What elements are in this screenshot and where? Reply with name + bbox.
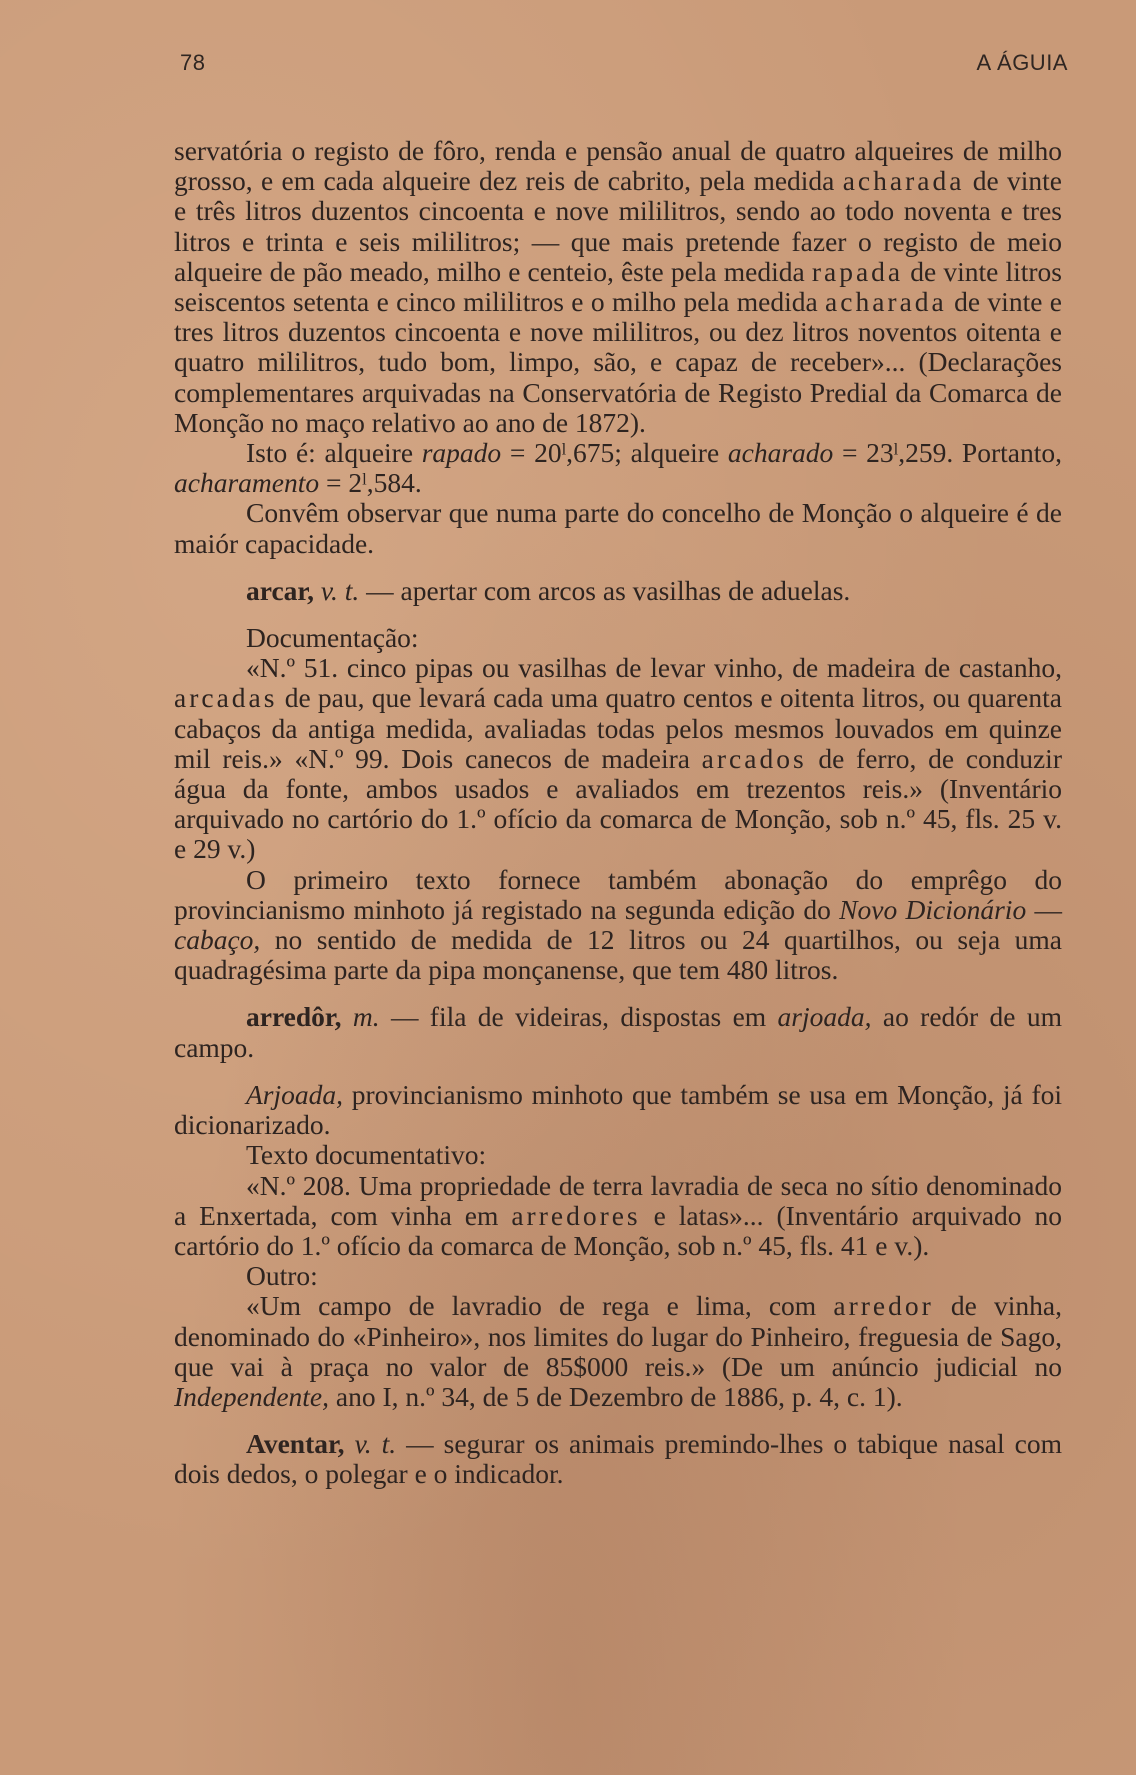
text-run: cabaço, xyxy=(174,924,261,956)
text-run: — segurar os animais premindo-lhes o tabique nasal com dois dedos, o polegar e o indicador. xyxy=(174,1428,1062,1490)
paragraph xyxy=(174,136,1062,438)
paragraph xyxy=(174,1002,1062,1062)
text-run: Outro: xyxy=(246,1260,318,1292)
text-run: de vinte e tres litros duzentos cincoenta e nove mililitros, ou dez litros noventos oitenta e quatro mililitros, tudo bom, limpo, são, e capaz de receber»... (Declarações complementares arquivadas na Conservatória de Registo Predial da Comarca de Monção no maço relativo ao ano de 1872). xyxy=(174,286,1062,438)
text-run: acharada xyxy=(825,286,947,318)
text-run: Convêm observar que numa parte do concelho de Monção o alqueire é de maiór capacidade. xyxy=(174,497,1062,559)
text-run: = 20ˡ,675; alqueire xyxy=(501,437,728,469)
text-run: arredores xyxy=(511,1199,641,1231)
page-number: 78 xyxy=(180,50,206,75)
paragraph xyxy=(174,1261,1062,1291)
text-run: de ferro, de conduzir água da fonte, ambos usados e avaliados em trezentos reis.» (Inventário arquivado no cartório do 1.º ofício da comarca de Monção, sob n.º 45, fls. 25 v. e 29 v.) xyxy=(174,742,1062,865)
text-run: acharamento xyxy=(174,467,320,499)
text-run: m. xyxy=(352,1001,380,1033)
text-run: Documentação: xyxy=(246,622,419,654)
text-run: «N.º 51. cinco pipas ou vasilhas de levar vinho, de madeira de castanho, xyxy=(246,652,1062,684)
text-run xyxy=(345,1428,355,1459)
text-run: v. t. xyxy=(354,1428,397,1460)
paragraph xyxy=(174,438,1062,498)
text-run: no sentido de medida de 12 litros ou 24 quartilhos, ou seja uma quadragésima parte da pipa monçanense, que tem 480 litros. xyxy=(174,924,1062,986)
text-run xyxy=(341,1001,352,1032)
text-run: Independente, xyxy=(174,1380,329,1412)
text-run: = 23ˡ,259. Portanto, xyxy=(833,437,1062,469)
text-run: de vinte e três litros duzentos cincoenta e nove mililitros, sendo ao todo noventa e tres litros e trinta e seis mililitros; — que mais pretende fazer o registo de meio alqueire de pão meado, milho e centeio, êste pela medida xyxy=(174,165,1062,287)
text-run: Aventar, xyxy=(246,1428,345,1460)
text-run: — xyxy=(1026,893,1063,925)
text-run: — apertar com arcos as vasilhas de aduelas. xyxy=(359,574,851,606)
text-run: «Um campo de lavradio de rega e lima, com xyxy=(246,1290,834,1322)
paragraph xyxy=(174,1291,1062,1412)
text-run: Isto é: alqueire xyxy=(246,437,422,469)
text-run: Texto documentativo: xyxy=(246,1139,487,1171)
text-run: arredor xyxy=(833,1290,934,1322)
text-run: O primeiro texto fornece também abonação do emprêgo do provincianismo minhoto já registado na segunda edição do xyxy=(174,863,1062,925)
text-run: ao redór de um campo. xyxy=(174,1001,1063,1063)
running-title: A ÁGUIA xyxy=(976,50,1068,75)
paragraph xyxy=(174,1429,1062,1489)
running-header xyxy=(180,50,1068,76)
text-run: Novo Dicionário xyxy=(839,893,1027,925)
text-run: arcar, xyxy=(246,574,314,606)
text-run: — fila de videiras, dispostas em xyxy=(379,1001,778,1033)
paragraph xyxy=(174,623,1062,653)
text-run: arcadas xyxy=(174,682,278,714)
text-run: acharado xyxy=(727,437,834,469)
text-run: rapada xyxy=(811,255,904,287)
text-run: ano I, n.º 34, de 5 de Dezembro de 1886, p. 4, c. 1). xyxy=(329,1380,903,1412)
text-run: servatória o registo de fôro, renda e pensão anual de quatro alqueires de milho grosso, e em cada alqueire dez reis de cabrito, pela medida xyxy=(174,135,1062,197)
text-run: «N.º 208. Uma propriedade de terra lavradia de seca no sítio denominado a Enxertada, com vinha em xyxy=(174,1169,1062,1231)
paragraph xyxy=(174,576,1062,606)
paragraph xyxy=(174,1140,1062,1170)
text-run: arjoada, xyxy=(777,1001,872,1033)
text-run: de vinha, denominado do «Pinheiro», nos limites do lugar do Pinheiro, freguesia de Sago, que vai à praça no valor de 85$000 reis.» (De um anúncio judicial no xyxy=(174,1290,1062,1382)
text-run: acharada xyxy=(842,165,965,197)
text-run: Arjoada, xyxy=(246,1078,344,1110)
text-run: provincianismo minhoto que também se usa em Monção, já foi dicionarizado. xyxy=(174,1078,1062,1141)
text-run: arredôr, xyxy=(246,1001,342,1033)
paragraph xyxy=(174,653,1062,864)
text-run: = 2ˡ,584. xyxy=(319,467,422,499)
body-text xyxy=(174,136,1062,1490)
paragraph xyxy=(174,865,1062,986)
text-run: de vinte litros seiscentos setenta e cinco mililitros e o milho pela medida xyxy=(174,255,1062,318)
paragraph xyxy=(174,498,1062,558)
text-run: v. t. xyxy=(320,574,360,606)
text-run: rapado xyxy=(421,437,502,469)
text-run: e latas»... (Inventário arquivado no cartório do 1.º ofício da comarca de Monção, sob n.º 45, fls. 41 e v.). xyxy=(174,1199,1062,1261)
text-run xyxy=(314,575,321,606)
paragraph xyxy=(174,1080,1062,1140)
paragraph xyxy=(174,1171,1062,1262)
text-run: arcados xyxy=(701,742,807,774)
text-run: de pau, que levará cada uma quatro centos e oitenta litros, ou quarenta cabaços da antiga medida, avaliadas todas pelos mesmos louvados em quinze mil reis.» «N.º 99. Dois canecos de madeira xyxy=(174,682,1062,774)
